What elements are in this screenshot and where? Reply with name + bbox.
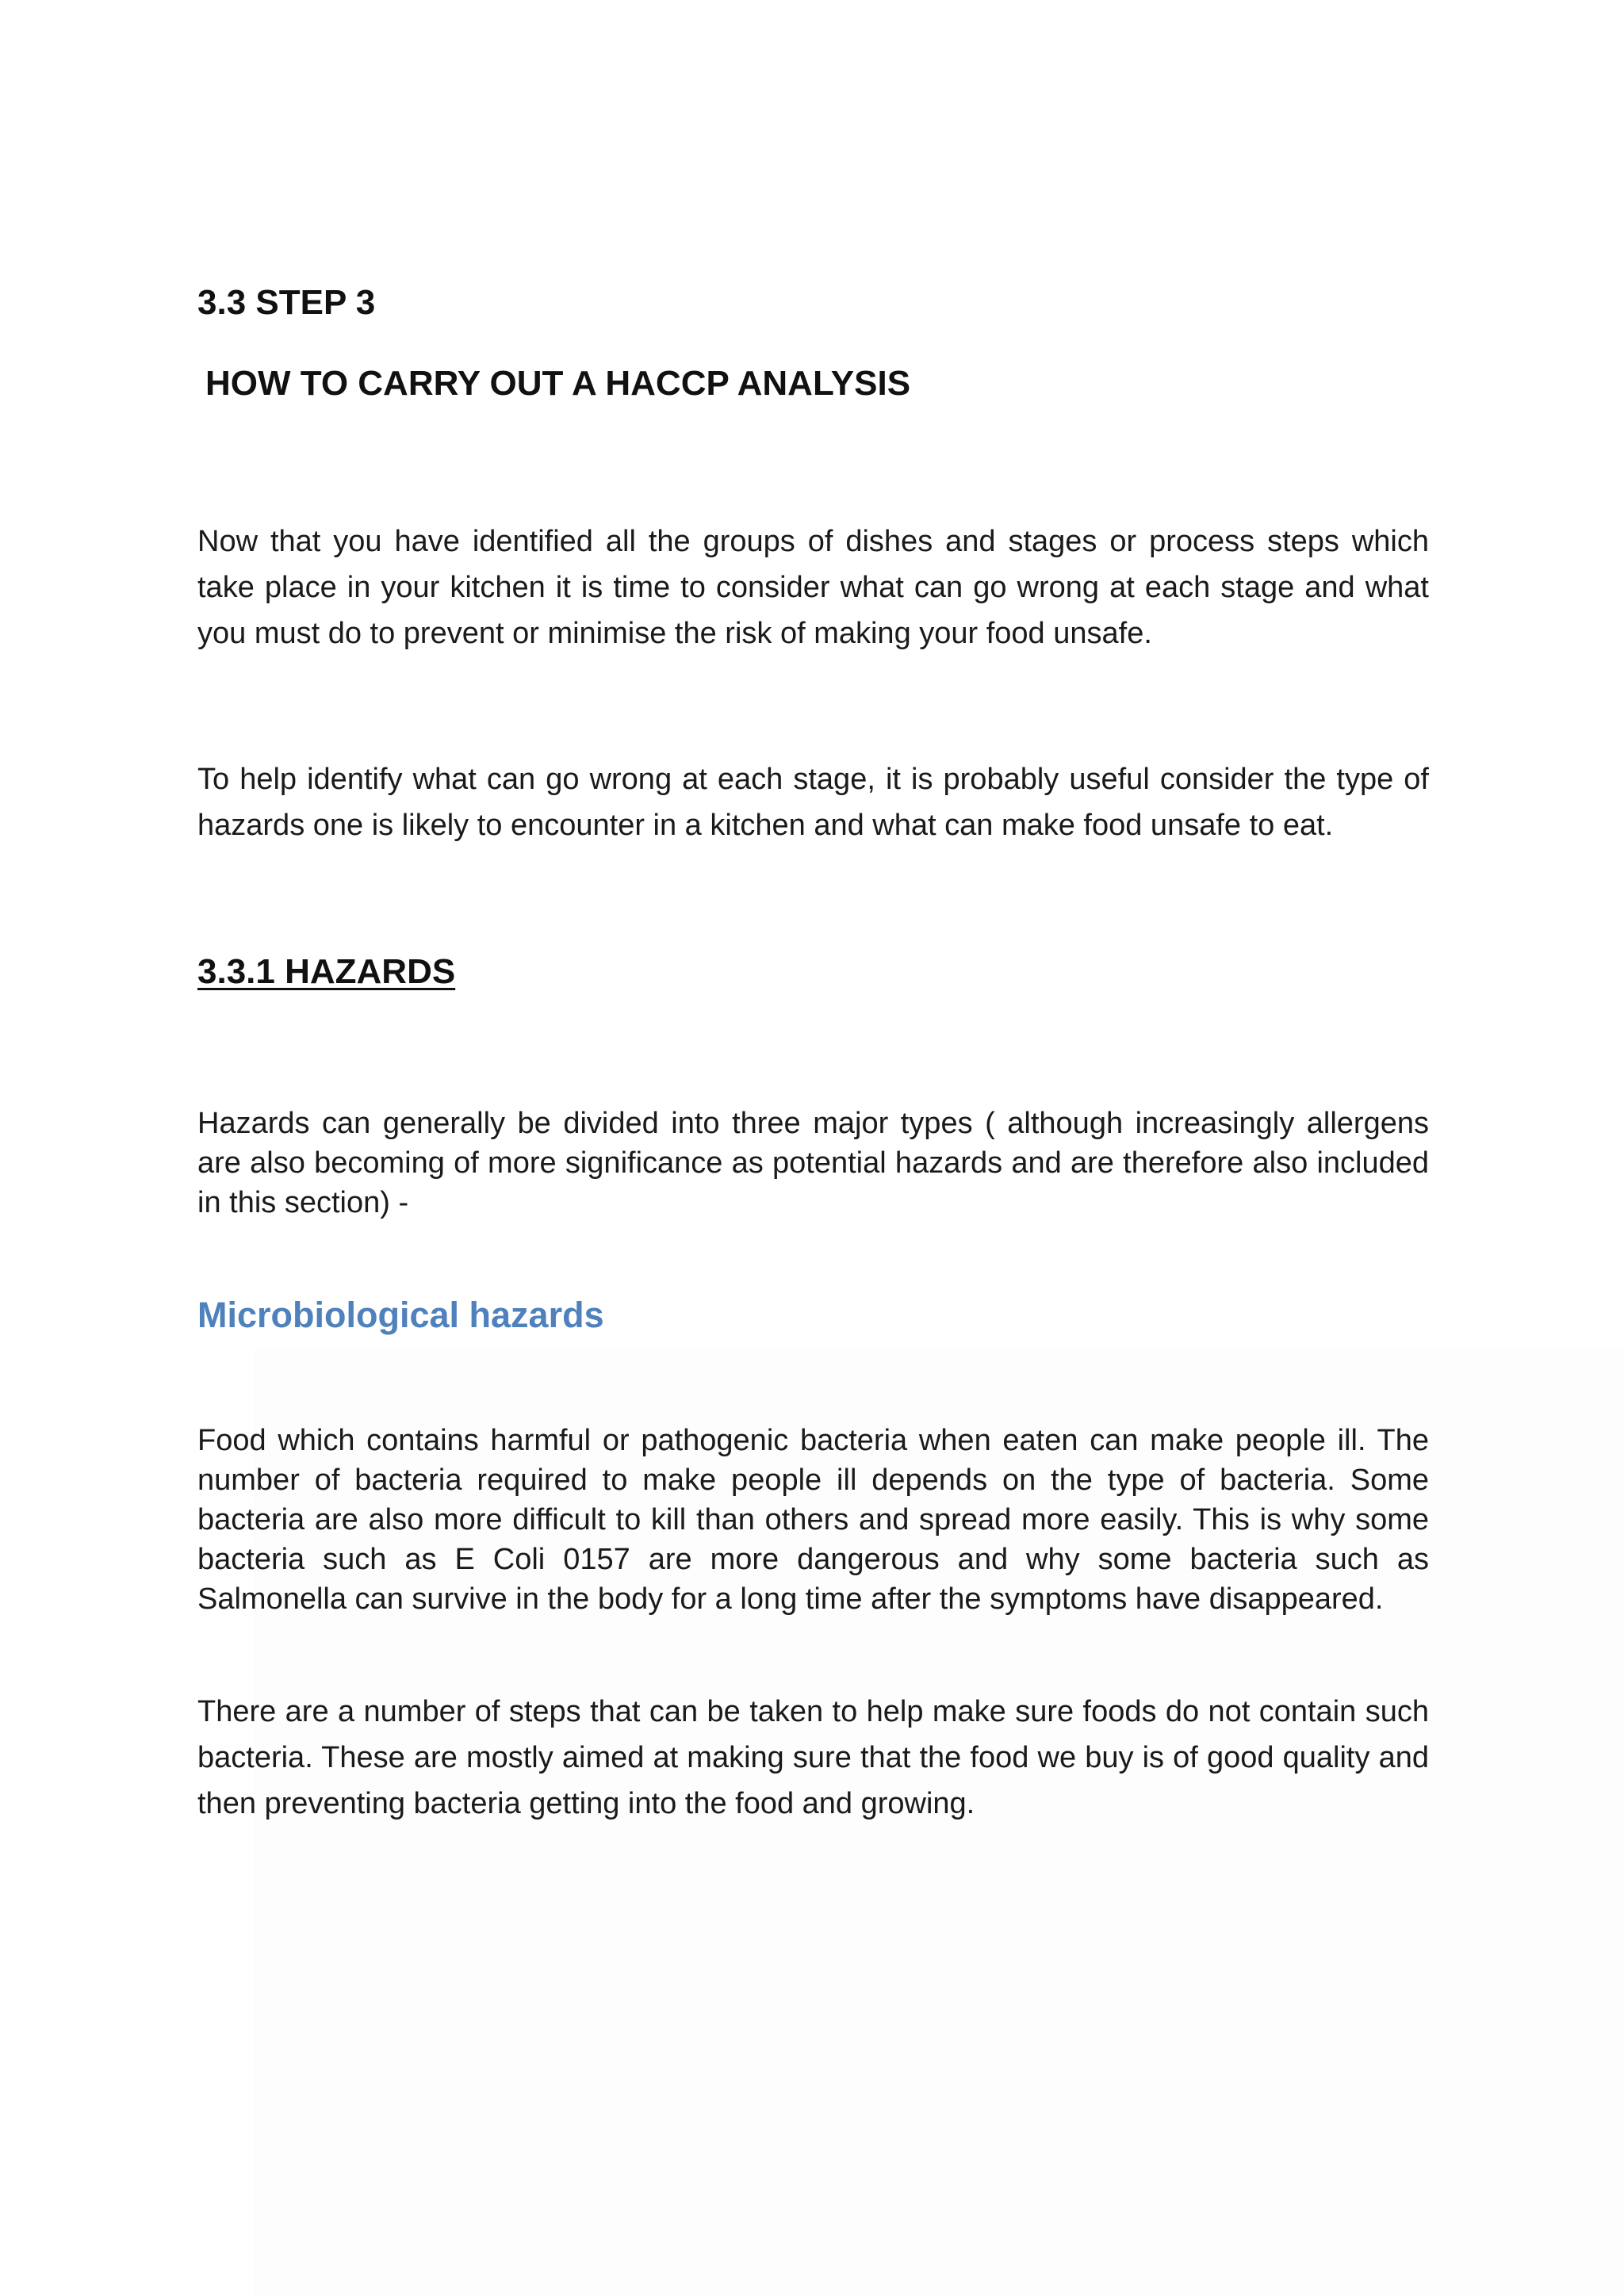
microbiological-paragraph-1: Food which contains harmful or pathogenic bacteria when eaten can make people ill. The number of bacteria required to make people ill depends on the type of bacteria. Some bacteria are also more difficult to kill than others and spread more easily. This is why some bacteria such as E Coli 0157 are more dangerous and why some bacteria such as Salmonella can survive in the body for a long time after the symptoms have disappeared. xyxy=(197,1424,1429,1616)
section-heading: 3.3 STEP 3 xyxy=(197,283,376,322)
hazards-intro-paragraph: Hazards can generally be divided into three major types ( although increasingly allergens are also becoming of more significance as potential hazards and are therefore also included in this section) - xyxy=(197,1107,1429,1219)
section-title: HOW TO CARRY OUT A HACCP ANALYSIS xyxy=(205,364,911,403)
intro-paragraph-2: To help identify what can go wrong at each stage, it is probably useful consider the type of hazards one is likely to encounter in a kitchen and what can make food unsafe to eat. xyxy=(197,763,1429,842)
microbiological-hazards-heading: Microbiological hazards xyxy=(197,1295,604,1335)
microbiological-paragraph-2: There are a number of steps that can be taken to help make sure foods do not contain such bacteria. These are mostly aimed at making sure that the food we buy is of good quality and then preventing bacteria getting into the food and growing. xyxy=(197,1695,1429,1820)
intro-paragraph-1: Now that you have identified all the groups of dishes and stages or process steps which take place in your kitchen it is time to consider what can go wrong at each stage and what you must do to prevent or minimise the risk of making your food unsafe. xyxy=(197,525,1429,650)
hazards-heading: 3.3.1 HAZARDS xyxy=(197,952,456,991)
